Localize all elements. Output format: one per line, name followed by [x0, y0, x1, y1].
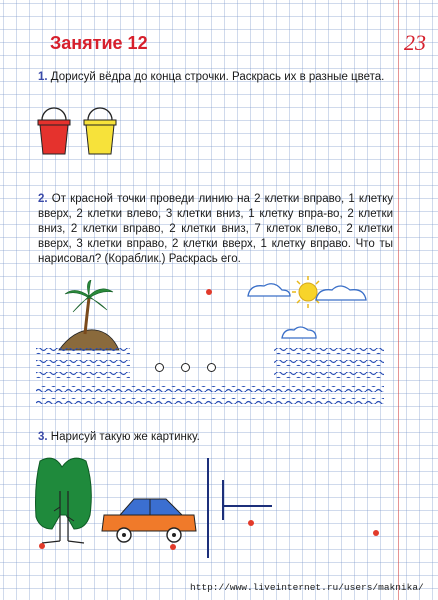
- red-bucket-icon: [38, 108, 70, 154]
- sea-waves-illustration: [36, 346, 386, 416]
- copy-red-dot-2: [373, 530, 379, 536]
- palm-island-illustration: [55, 280, 125, 352]
- page-margin-line: [398, 0, 399, 600]
- sun-clouds-illustration: [246, 274, 376, 344]
- cloud-left-icon: [248, 284, 290, 296]
- buckets-illustration: [34, 106, 124, 164]
- source-url: http://www.liveinternet.ru/users/maknika/: [190, 582, 424, 593]
- task-2-number: 2.: [38, 193, 48, 205]
- lesson-title: Занятие 12: [50, 33, 148, 53]
- yellow-bucket-icon: [84, 108, 116, 154]
- cloud-large-icon: [316, 286, 366, 300]
- copy-area-divider: [207, 458, 209, 558]
- palm-trunk-icon: [85, 298, 89, 334]
- cloud-small-icon: [282, 327, 316, 338]
- car-body-icon: [102, 515, 196, 531]
- copy-area-marker-vertical: [222, 480, 224, 520]
- copy-red-dot-1: [248, 520, 254, 526]
- page-number: 23: [404, 30, 426, 55]
- sun-icon: [292, 276, 324, 308]
- task-1-instruction: Дорисуй вёдра до конца строчки. Раскрась их в разные цвета.: [50, 71, 385, 83]
- start-red-dot: [206, 289, 212, 295]
- task-3-text: [38, 430, 393, 445]
- tree-illustration: [32, 455, 102, 553]
- tree-crown-icon: [36, 458, 92, 529]
- task-1-text: [38, 70, 393, 85]
- car-red-dot: [170, 544, 176, 550]
- task-1-number: 1.: [38, 71, 48, 83]
- task-2-text: [38, 192, 393, 267]
- task-2-instruction: От красной точки проведи линию на 2 клетки вправо, 1 клетку вверх, 2 клетки влево, 3 клетки вниз, 1 клетку впра-во, 2 клетки вниз, 2 клетки вправо, 2 клетки вниз, 7 клеток влево, 2 клетки вверх, 3 клетки вправо, 2 клетки вверх, 1 клетку вправо. Что ты нарисовал? (Кораблик.) Раскрась его.: [38, 193, 393, 265]
- tree-red-dot: [39, 543, 45, 549]
- car-roof-icon: [120, 499, 182, 515]
- task-3-number: 3.: [38, 431, 48, 443]
- copy-area-marker: [222, 505, 272, 507]
- task-3-instruction: Нарисуй такую же картинку.: [50, 431, 200, 443]
- car-illustration: [100, 495, 200, 551]
